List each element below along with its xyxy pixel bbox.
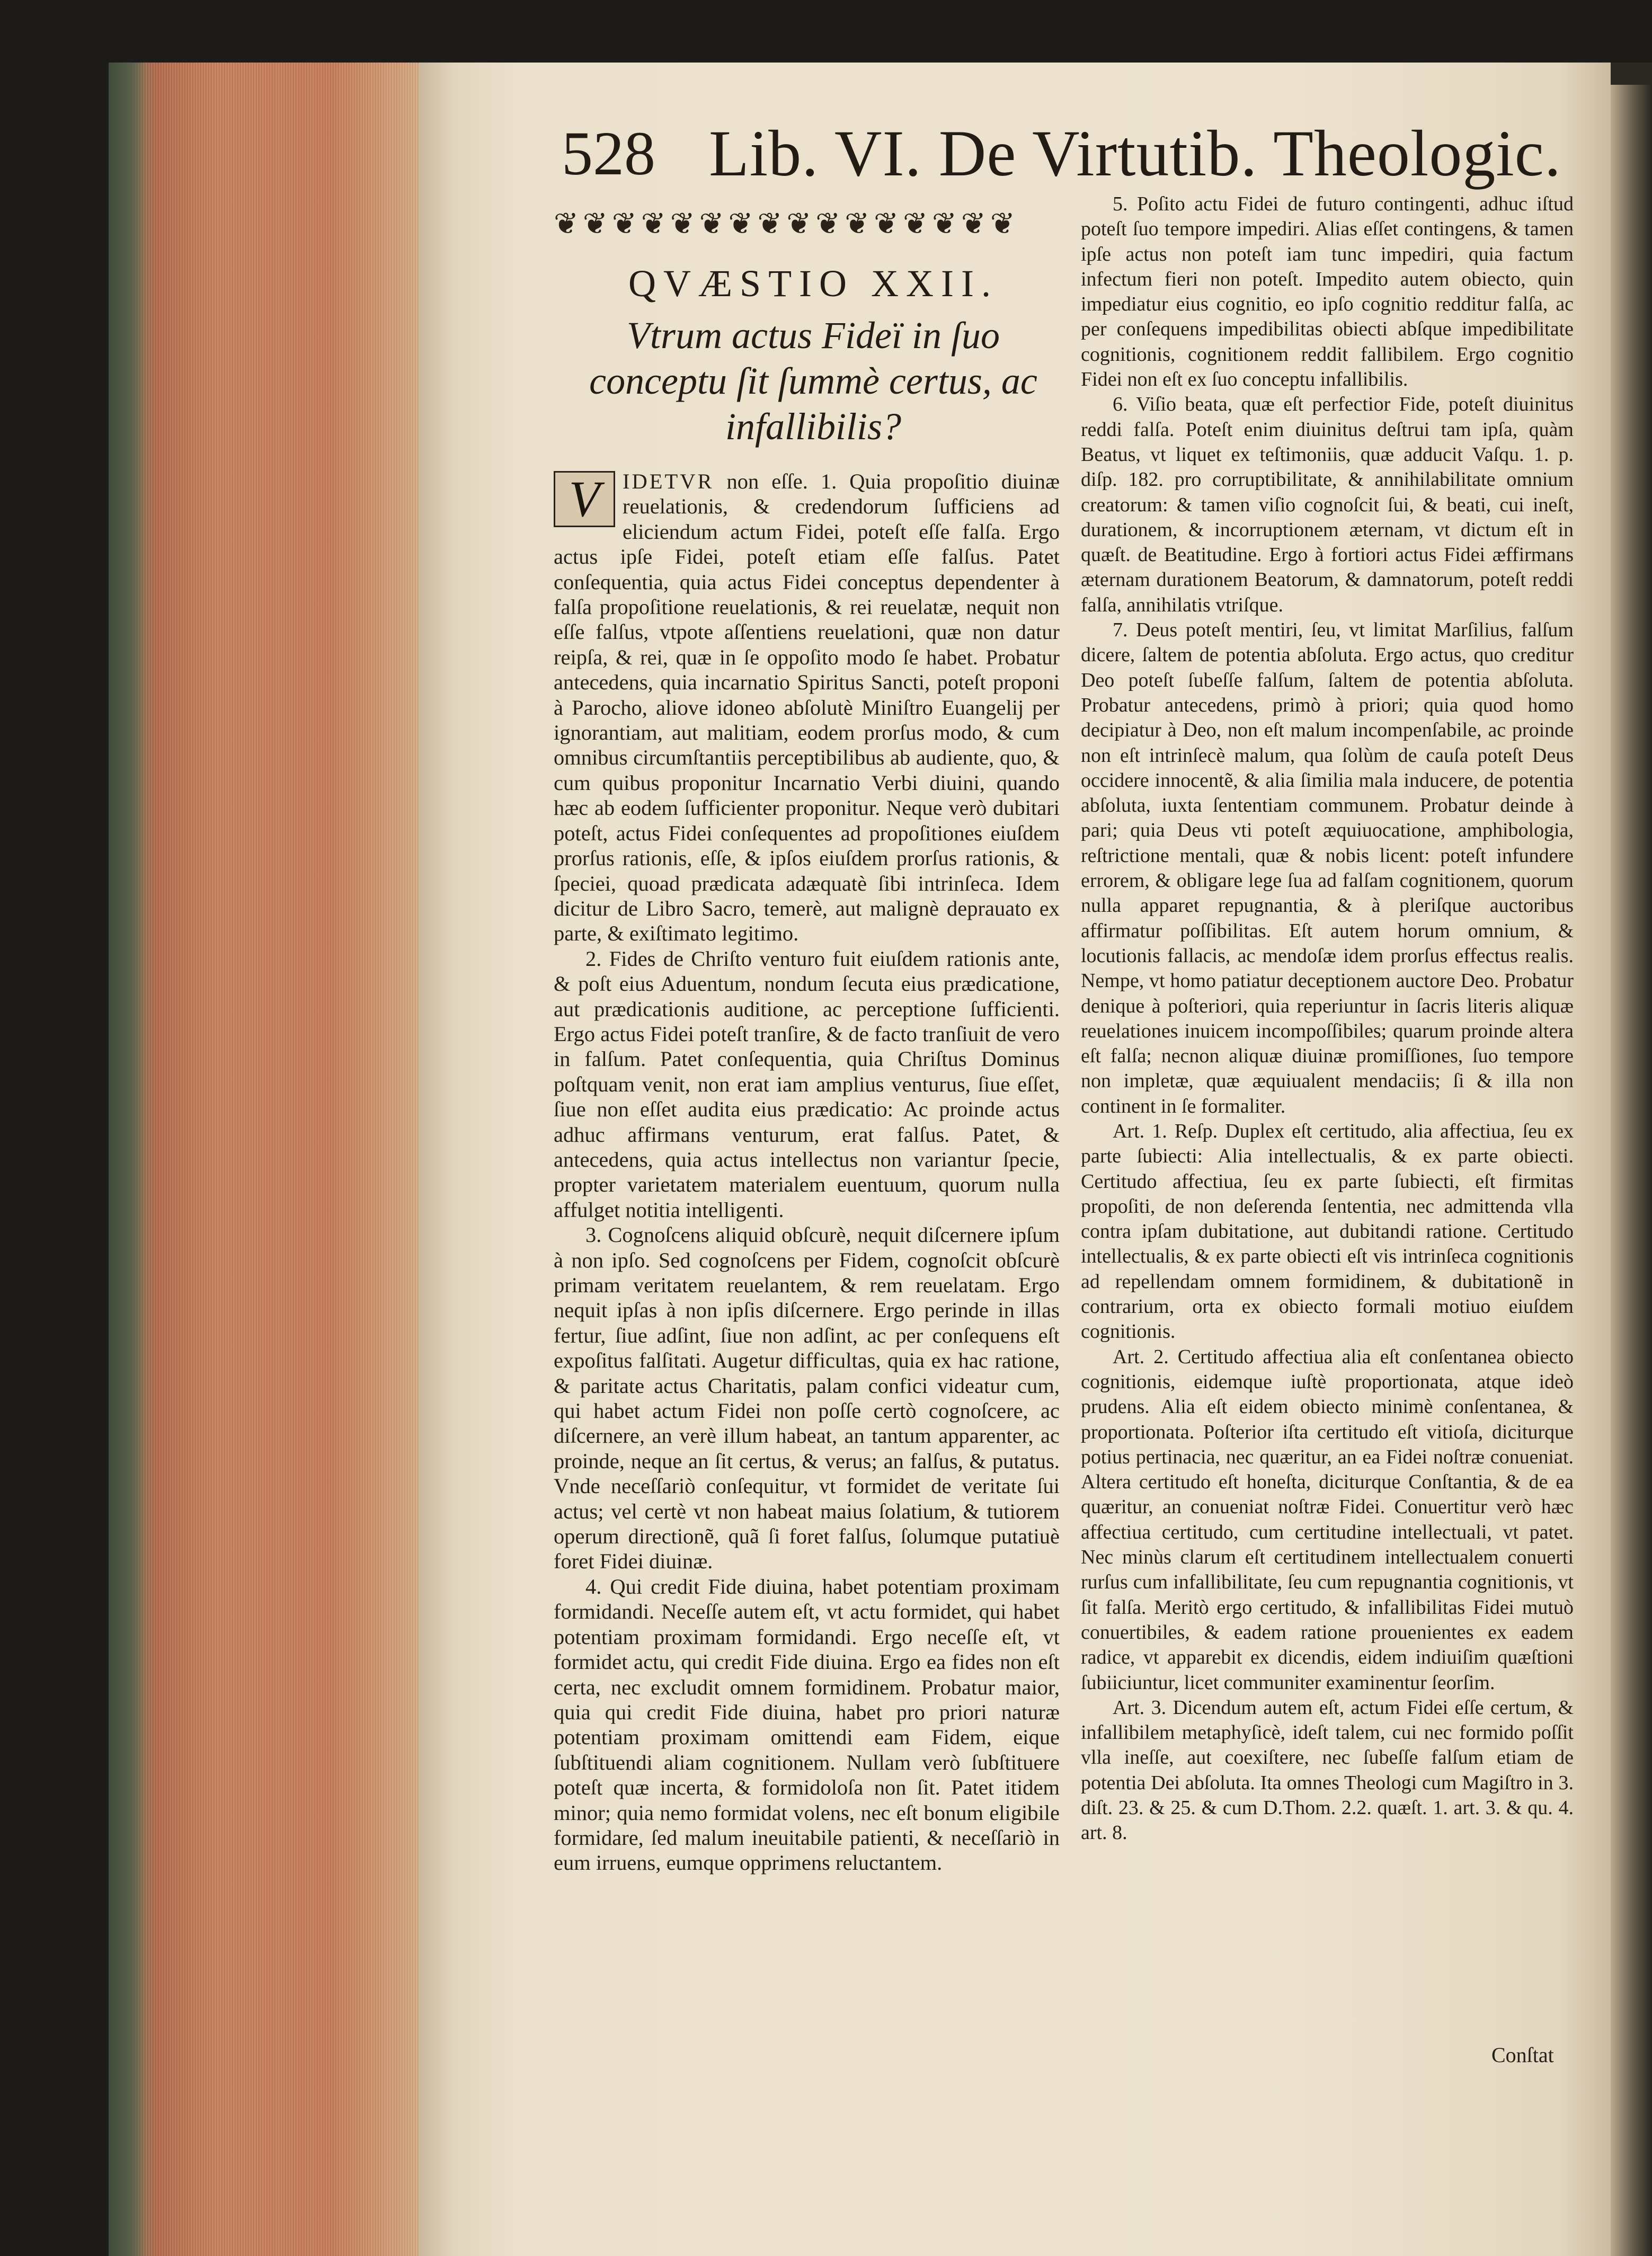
gutter-shadow xyxy=(1611,85,1652,2256)
paragraph-3: 3. Cognoſcens aliquid obſcurè, nequit diſcernere ipſum à non ipſo. Sed cognoſcens per Fidem, cognoſcit obſcurè primam veritatem reuelantem, & rem reuelatam. Ergo nequit ipſas à non ipſis diſcernere. Ergo perinde in illas fertur, ſiue adſint, ſiue non adſint, ac per conſequens eſt expoſitus falſitati. Augetur difficultas, quia ex hac ratione, & paritate actus Charitatis, palam confici videatur cum, qui habet actum Fidei non poſſe certò cognoſcere, ac diſcernere, an verè illum habeat, an tantum apparenter, ac proinde, neque an ſit certus, & verus; an falſus, & putatus. Vnde neceſſariò conſequitur, vt formidet de veritate ſui actus; vel certè vt non habeat maius ſolatium, & tutiorem operum directionẽ, quã ſi foret falſus, ſolumque putatiuè foret Fidei diuinæ. xyxy=(554,1223,1060,1574)
paragraph-4: 4. Qui credit Fide diuina, habet potentiam proximam formidandi. Neceſſe autem eſt, vt actu formidet, qui habet potentiam proximam formidandi. Ergo neceſſe eſt, vt formidet actu, qui credit Fide diuina. Ergo ea fides non eſt certa, nec excludit omnem formidinem. Probatur maior, quia qui credit Fide diuina, habet pro priori naturæ potentiam proximam omittendi eam Fidem, eique ſubſtituendi aliam cognitionem. Nullam verò ſubſtituere poteſt quæ incerta, & formidoloſa non ſit. Patet itidem minor; quia nemo formidat volens, nec eſt bonum eligibile formidare, ſed malum ineuitabile patienti, & neceſſariò in eum irruens, eumque opprimens reluctantem. xyxy=(554,1574,1060,1875)
question-title: Vtrum actus Fideï in ſuo conceptu ſit ſummè certus, ac infallibilis? xyxy=(589,314,1037,448)
paragraph-5: 5. Poſito actu Fidei de futuro contingenti, adhuc iſtud poteſt ſuo tempore impediri. Alias eſſet contingens, & tamen ipſe actus non poteſt iam tunc impediri, quia factum infectum fieri non poteſt. Impedito autem obiecto, quin impediatur eius cognitio, eo ipſo cognitio redditur falſa, ac per conſequens impedibilitas obiecti abſque impedibilitate cognitionis, cognitionem reddit fallibilem. Ergo cognitio Fidei non eſt ex ſuo conceptu infallibilis. xyxy=(1081,193,1574,391)
paragraph-6: 6. Viſio beata, quæ eſt perfectior Fide, poteſt diuinitus reddi falſa. Poteſt enim diuinitus deſtrui tam ipſa, quàm Beatus, vt liquet ex teſtimoniis, quæ adducit Vaſqu. 1. p. diſp. 182. pro corruptibilitate, & annihilabilitate omnium creatorum: & tamen viſio cognoſcit ſui, & beati, cui ineſt, durationem, & incorruptionem æternam, vt dictum eſt in quæſt. de Beatitudine. Ergo à fortiori actus Fidei æffirmans æternam durationem Beatorum, & damnatorum, poteſt reddi falſa, annihilatis vtriſque. xyxy=(1081,393,1574,616)
paragraph-1 xyxy=(554,469,1060,946)
page-number: 528 xyxy=(562,119,655,188)
running-title: Lib. VI. De Virtutib. Theologic. xyxy=(709,117,1561,190)
paragraph-text: non eſſe. 1. Quia propoſitio diuinæ reuelationis, & credendorum ſufficiens ad eliciendum actum Fidei, poteſt eſſe falſa. Ergo actus ipſe Fidei, poteſt etiam eſſe falſus. Patet conſequentia, quia actus Fidei conceptus dependenter à falſa propoſitione reuelationis, & rei reuelatæ, nequit non eſſe falſus, vtpote aſſentiens reuelationi, quæ non datur reipſa, & rei, quæ in ſe oppoſito modo ſe habet. Probatur antecedens, quia incarnatio Spiritus Sancti, poteſt proponi à Parocho, aliove idoneo abſolutè Miniſtro Euangelij per ignorantiam, aut malitiam, eodem prorſus modo, & cum omnibus circumſtantiis perceptibilibus ab audiente, quo, & cum quibus proponitur Incarnatio Verbi diuini, quando hæc ab eodem ſufficienter proponitur. Neque verò dubitari poteſt, actus Fidei conſequentes ad propoſitiones eiuſdem prorſus rationis, eſſe, & ipſos eiuſdem prorſus rationis, & ſpeciei, quoad prædicata adæquatè ſibi intrinſeca. Idem dicitur de Libro Sacro, temerè, aut malignè deprauato ex parte, & exiſtimato legitimo. xyxy=(554,469,1060,946)
article-2: Art. 2. Certitudo affectiua alia eſt conſentanea obiecto cognitionis, eidemque iuſtè proportionata, atque ideò prudens. Alia eſt eidem obiecto minimè conſentanea, & proportionata. Poſterior iſta certitudo eſt vitioſa, diciturque potius pertinacia, nec quæritur, an ea Fidei noſtræ conueniat. Altera certitudo eſt honeſta, diciturque Conſtantia, & de ea quæritur, an conueniat noſtræ Fidei. Conuertitur verò hæc affectiua certitudo, cum certitudine intellectuali, vt patet. Nec minùs clarum eſt certitudinem intellectualem conuerti rurſus cum infallibilitate, ſeu cum repugnantia cognitionis, vt ſit falſa. Meritò ergo certitudo, & infallibilitas Fidei mutuò conuertibiles, & eadem ratione prouenientes ex eadem radice, vt apparebit ex dicendis, eidem indiuiſim quæſtioni ſubiiciuntur, licet communiter examinentur ſeorſim. xyxy=(1081,1345,1574,1694)
catchword: Conſtat xyxy=(1491,2043,1554,2067)
ornament-band: ❦❦❦❦❦❦❦❦❦❦❦❦❦❦❦❦ xyxy=(554,209,1019,239)
left-column xyxy=(554,469,1060,1876)
paragraph-7: 7. Deus poteſt mentiri, ſeu, vt limitat Marſilius, falſum dicere, ſaltem de potentia abſoluta. Ergo actus, quo creditur Deo poteſt ſubeſſe falſum, ſaltem de potentia abſoluta. Probatur antecedens, primò à priori; quia quod homo decipiatur à Deo, non eſt malum incompenſabile, ac proinde non eſt intrinſecè malum, qua ſolùm de cauſa poteſt Deus occidere innocentẽ, & alia ſimilia mala inducere, de potentia abſoluta, iuxta ſententiam communem. Probatur deinde à pari; quia Deus vti poteſt æquiuocatione, amphibologia, reſtrictione mentali, quæ & nobis licent: poteſt infundere errorem, & obligare lege ſua ad falſam cognitionem, quorum nulla apparet repugnantia, & à pleriſque auctoribus affirmatur poſſibilitas. Eſt autem horum omnium, & locutionis fallacis, ac mendoſæ idem prorſus effectus realis. Nempe, vt homo patiatur deceptionem auctore Deo. Probatur denique à poſteriori, quia reperiuntur in ſacris literis aliquæ reuelationes inuicem incompoſſibiles; quarum proinde altera eſt falſa; necnon aliquæ diuinæ promiſſiones, ſuo tempore non impletæ, quæ æquiualent mendaciis; ſi & illa non continent in ſe formaliter. xyxy=(1081,619,1574,1117)
page-fore-edge xyxy=(109,63,469,2256)
cover-edge xyxy=(109,63,146,2256)
question-heading: QVÆSTIO XXII. xyxy=(628,262,998,305)
running-head xyxy=(562,114,1561,193)
article-3: Art. 3. Dicendum autem eſt, actum Fidei eſſe certum, & infallibilem metaphyſicè, ideſt talem, cui nec formido poſſit vlla ineſſe, aut coexiſtere, nec ſubeſſe falſum etiam de potentia Dei abſoluta. Ita omnes Theologi cum Magiſtro in 3. diſt. 23. & 25. & cum D.Thom. 2.2. quæſt. 1. art. 3. & qu. 4. art. 8. xyxy=(1081,1696,1574,1844)
dropcap-initial: V xyxy=(554,471,615,527)
opening-word: IDETVR xyxy=(623,469,714,493)
paragraph-2: 2. Fides de Chriſto venturo fuit eiuſdem rationis ante, & poſt eius Aduentum, nondum ſecuta eius prædicatione, aut prædicationis auditione, ac perceptione ſufficienti. Ergo actus Fidei poteſt tranſire, & de facto tranſiuit de vero in falſum. Patet conſequentia, quia Chriſtus Dominus poſtquam venit, non erat iam amplius venturus, ſiue eſſet, ſiue non eſſet audita eius prædicatio: Ac proinde actus adhuc affirmans venturum, erat falſus. Patet, & antecedens, quia actus intellectus non variantur ſpecie, propter varietatem materialem euentuum, quorum nulla affulget notitia intelligenti. xyxy=(554,946,1060,1222)
article-1: Art. 1. Reſp. Duplex eſt certitudo, alia affectiua, ſeu ex parte ſubiecti: Alia intellectualis, & ex parte obiecti. Certitudo affectiua, ſeu ex parte ſubiecti, eſt firmitas propoſiti, de non deſerenda ſententia, nec admittenda vlla contra ipſam dubitatione, aut dubitandi ratione. Certitudo intellectualis, & ex parte obiecti eſt vis intrinſeca cognitionis ad repellendam omnem formidinem, & dubitationẽ in contrarium, orta ex obiecto formali motiuo eiuſdem cognitionis. xyxy=(1081,1120,1574,1343)
right-column xyxy=(1081,192,1574,1846)
